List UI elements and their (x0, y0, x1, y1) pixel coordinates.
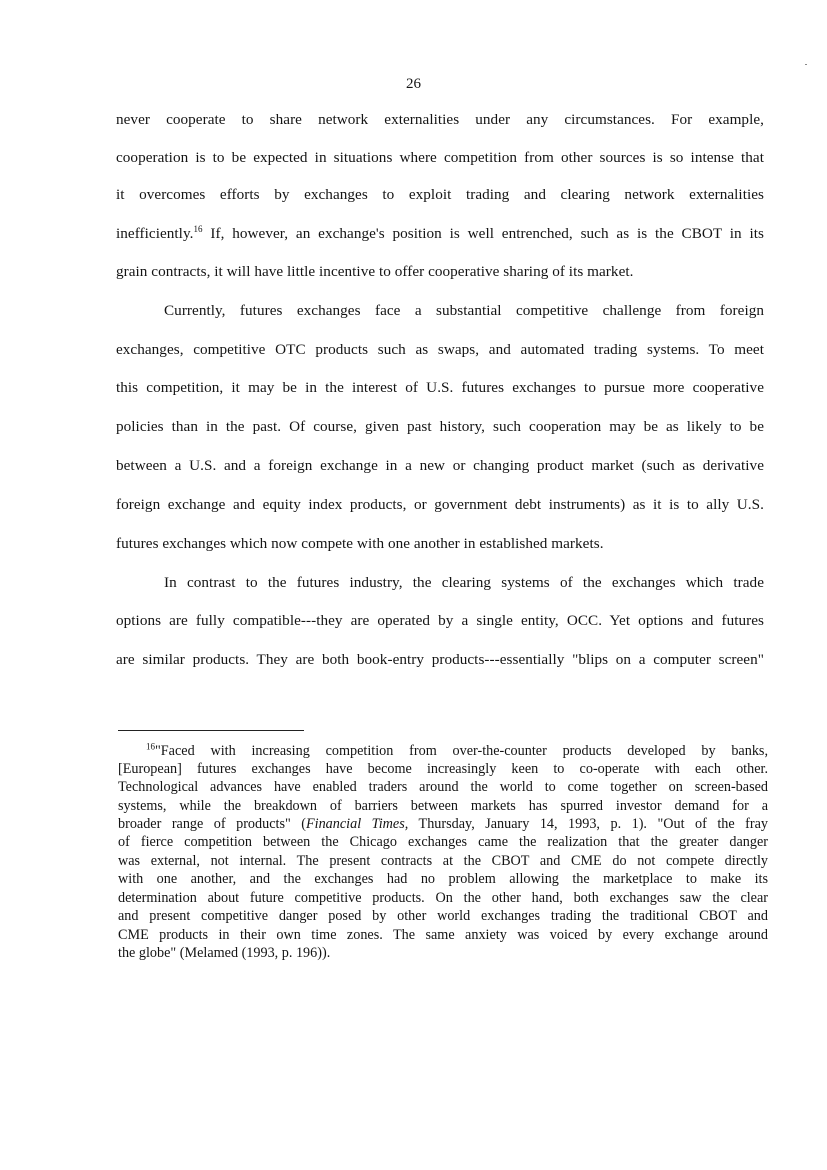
scan-edge-mark (805, 64, 807, 65)
body-line: grain contracts, it will have little incentive to offer cooperative sharing of its market. (116, 263, 634, 280)
body-line: it overcomes efforts by exchanges to exploit trading and clearing network externalities (116, 186, 764, 203)
body-line: this competition, it may be in the interest of U.S. futures exchanges to pursue more cooperative (116, 379, 764, 396)
body-line: are similar products. They are both book-entry products---essentially "blips on a computer screen" (116, 651, 764, 668)
body-line: foreign exchange and equity index products, or government debt instruments) as it is to ally U.S. (116, 496, 764, 513)
footnote-line: Technological advances have enabled traders around the world to come together on screen-based (118, 779, 768, 795)
body-text-fragment: If, however, an exchange's position is well entrenched, such as is the CBOT in its (202, 225, 764, 242)
body-line: futures exchanges which now compete with one another in established markets. (116, 535, 604, 552)
body-line: exchanges, competitive OTC products such as swaps, and automated trading systems. To meet (116, 341, 764, 358)
footnote-text-fragment: Thursday, January 14, 1993, p. 1). "Out of the fray (408, 816, 768, 832)
body-line: In contrast to the futures industry, the clearing systems of the exchanges which trade (164, 574, 764, 591)
body-text-fragment: inefficiently. (116, 225, 194, 242)
footnote-line: and present competitive danger posed by other world exchanges trading the traditional CBOT and (118, 908, 768, 924)
footnote-marker: 16 (146, 741, 155, 752)
footnote-line: CME products in their own time zones. The same anxiety was voiced by every exchange around (118, 927, 768, 943)
body-line-with-footnote-ref (116, 224, 764, 244)
body-line: between a U.S. and a foreign exchange in a new or changing product market (such as derivative (116, 457, 764, 474)
footnote-separator (118, 730, 304, 731)
body-line: options are fully compatible---they are operated by a single entity, OCC. Yet options and futures (116, 612, 764, 629)
body-line: Currently, futures exchanges face a substantial competitive challenge from foreign (164, 302, 764, 319)
footnote-reference: 16 (193, 223, 203, 234)
footnote-line: of fierce competition between the Chicago exchanges came the realization that the greater danger (118, 834, 768, 850)
footnote-line: determination about future competitive products. On the other hand, both exchanges saw the clear (118, 890, 768, 906)
body-line: policies than in the past. Of course, given past history, such cooperation may be as likely to be (116, 418, 764, 435)
body-line: cooperation is to be expected in situations where competition from other sources is so intense that (116, 149, 764, 166)
footnote-line: was external, not internal. The present contracts at the CBOT and CME do not compete directly (118, 853, 768, 869)
footnote-line: [European] futures exchanges have become increasingly keen to co-operate with each other. (118, 761, 768, 777)
footnote-text-fragment: broader range of products" ( (118, 816, 306, 832)
footnote-line: systems, while the breakdown of barriers between markets has spurred investor demand for a (118, 798, 768, 814)
footnote-line: with one another, and the exchanges had no problem allowing the marketplace to make its (118, 871, 768, 887)
page-number: 26 (406, 76, 421, 92)
footnote-line (118, 815, 768, 833)
footnote-source-title: Financial Times, (305, 816, 409, 832)
footnote-text-fragment: "Faced with increasing competition from over-the-counter products developed by banks, (155, 743, 768, 759)
footnote-line (146, 742, 768, 760)
body-line: never cooperate to share network externalities under any circumstances. For example, (116, 111, 764, 128)
footnote-line: the globe" (Melamed (1993, p. 196)). (118, 945, 331, 961)
